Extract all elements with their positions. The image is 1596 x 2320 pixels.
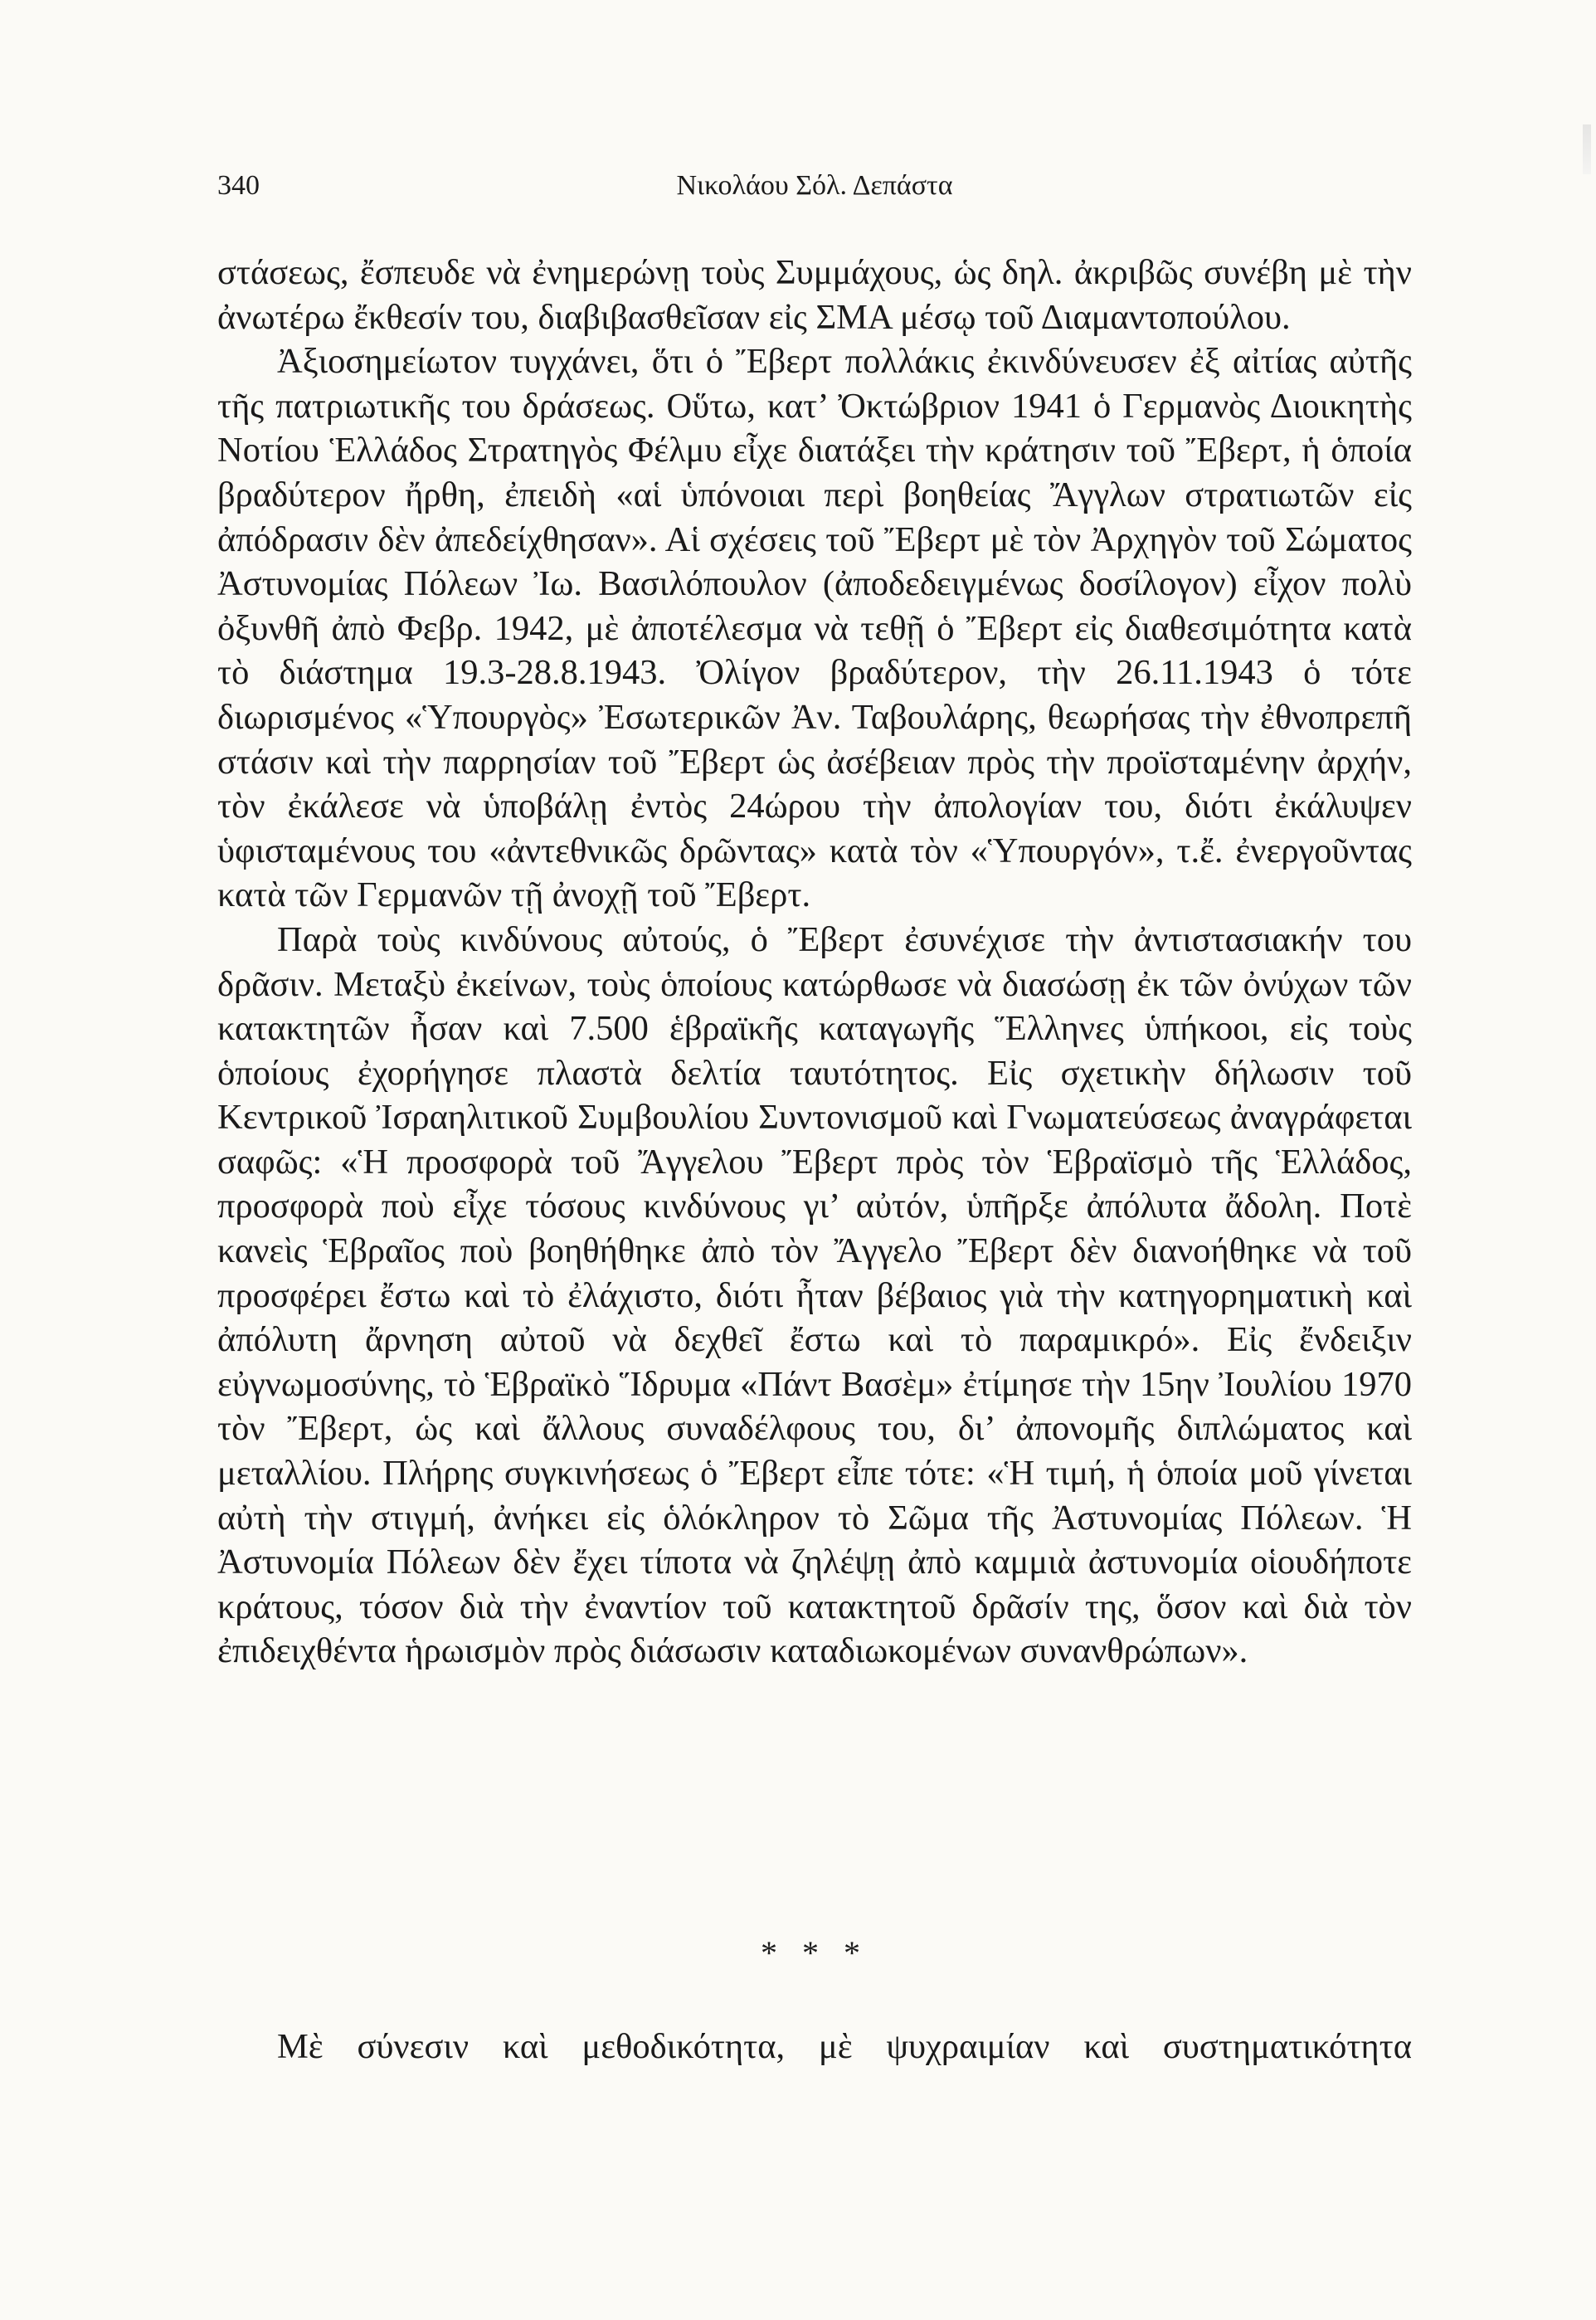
- page-header: [217, 170, 1412, 220]
- body-text: [217, 251, 1412, 1674]
- paragraph-evert-rescue: Παρὰ τοὺς κινδύνους αὐτούς, ὁ Ἔβερτ ἐσυνέχισε τὴν ἀντιστασιακήν του δρᾶσιν. Μεταξὺ ἐκείνων, τοὺς ὁποίους κατώρθωσε νὰ διασώσῃ ἐκ τῶν ὀνύχων τῶν κατακτητῶν ἦσαν καὶ 7.500 ἑβραϊκῆς καταγωγῆς Ἕλληνες ὑπήκοοι, εἰς τοὺς ὁποίους ἐχορήγησε πλαστὰ δελτία ταυτότητος. Εἰς σχετικὴν δήλωσιν τοῦ Κεντρικοῦ Ἰσραηλιτικοῦ Συμβουλίου Συντονισμοῦ καὶ Γνωματεύσεως ἀναγράφεται σαφῶς: «Ἡ προσφορὰ τοῦ Ἄγγελου Ἔβερτ πρὸς τὸν Ἑβραϊσμὸ τῆς Ἑλλάδος, προσφορὰ ποὺ εἶχε τόσους κινδύνους γι’ αὐτόν, ὑπῆρξε ἀπόλυτα ἄδολη. Ποτὲ κανεὶς Ἑβραῖος ποὺ βοηθήθηκε ἀπὸ τὸν Ἄγγελο Ἔβερτ δὲν διανοήθηκε νὰ τοῦ προσφέρει ἔστω καὶ τὸ ἐλάχιστο, διότι ἦταν βέβαιος γιὰ τὴν κατηγορηματικὴ καὶ ἀπόλυτη ἄρνηση αὐτοῦ νὰ δεχθεῖ ἔστω καὶ τὸ παραμικρό». Εἰς ἔνδειξιν εὐγνωμοσύνης, τὸ Ἑβραϊκὸ Ἵδρυμα «Πάντ Βασὲμ» ἐτίμησε τὴν 15ην Ἰουλίου 1970 τὸν Ἔβερτ, ὡς καὶ ἄλλους συναδέλφους του, δι’ ἀπονομῆς διπλώματος καὶ μεταλλίου. Πλήρης συγκινήσεως ὁ Ἔβερτ εἶπε τότε: «Ἡ τιμή, ἡ ὁποία μοῦ γίνεται αὐτὴ τὴν στιγμή, ἀνήκει εἰς ὁλόκληρον τὸ Σῶμα τῆς Ἀστυνομίας Πόλεων. Ἡ Ἀστυνομία Πόλεων δὲν ἔχει τίποτα νὰ ζηλέψῃ ἀπὸ καμμιὰ ἀστυνομία οἱουδήποτε κράτους, τόσον διὰ τὴν ἐναντίον τοῦ κατακτητοῦ δρᾶσίν της, ὅσον καὶ διὰ τὸν ἐπιδειχθέντα ἡρωισμὸν πρὸς διάσωσιν καταδιωκομένων συνανθρώπων».: [217, 919, 1412, 1671]
- paragraph-continuation: στάσεως, ἔσπευδε νὰ ἐνημερώνῃ τοὺς Συμμάχους, ὡς δηλ. ἀκριβῶς συνέβη μὲ τὴν ἀνωτέρω ἔκθεσίν του, διαβιβασθεῖσαν εἰς ΣΜΑ μέσῳ τοῦ Διαμαντοπούλου.: [217, 253, 1412, 337]
- paragraph-evert-risks: Ἀξιοσημείωτον τυγχάνει, ὅτι ὁ Ἔβερτ πολλάκις ἐκινδύνευσεν ἐξ αἰτίας αὐτῆς τῆς πατριωτικῆς του δράσεως. Οὕτω, κατ’ Ὀκτώβριον 1941 ὁ Γερμανὸς Διοικητὴς Νοτίου Ἑλλάδος Στρατηγὸς Φέλμυ εἶχε διατάξει τὴν κράτησιν τοῦ Ἔβερτ, ἡ ὁποία βραδύτερον ἤρθη, ἐπειδὴ «αἱ ὑπόνοιαι περὶ βοηθείας Ἄγγλων στρατιωτῶν εἰς ἀπόδρασιν δὲν ἀπεδείχθησαν». Αἱ σχέσεις τοῦ Ἔβερτ μὲ τὸν Ἀρχηγὸν τοῦ Σώματος Ἀστυνομίας Πόλεων Ἰω. Βασιλόπουλον (ἀποδεδειγμένως δοσίλογον) εἶχον πολὺ ὀξυνθῆ ἀπὸ Φεβρ. 1942, μὲ ἀποτέλεσμα νὰ τεθῇ ὁ Ἔβερτ εἰς διαθεσιμότητα κατὰ τὸ διάστημα 19.3-28.8.1943. Ὀλίγον βραδύτερον, τὴν 26.11.1943 ὁ τότε διωρισμένος «Ὑπουργὸς» Ἐσωτερικῶν Ἀν. Ταβουλάρης, θεωρήσας τὴν ἐθνοπρεπῆ στάσιν καὶ τὴν παρρησίαν τοῦ Ἔβερτ ὡς ἀσέβειαν πρὸς τὴν προϊσταμένην ἀρχήν, τὸν ἐκάλεσε νὰ ὑποβάλῃ ἐντὸς 24ώρου τὴν ἀπολογίαν του, διότι ἐκάλυψεν ὑφισταμένους του «ἀντεθνικῶς δρῶντας» κατὰ τὸν «Ὑπουργόν», τ.ἔ. ἐνεργοῦντας κατὰ τῶν Γερμανῶν τῇ ἀνοχῇ τοῦ Ἔβερτ.: [217, 342, 1412, 915]
- closing-line: Μὲ σύνεσιν καὶ μεθοδικότητα, μὲ ψυχραιμίαν καὶ συστηματικότητα: [277, 2027, 1412, 2066]
- page-number: 340: [217, 170, 260, 201]
- page-edge-mark: [1583, 124, 1591, 174]
- running-head: Νικολάου Σόλ. Δεπάστα: [676, 170, 953, 201]
- section-break: * * *: [761, 1934, 869, 1972]
